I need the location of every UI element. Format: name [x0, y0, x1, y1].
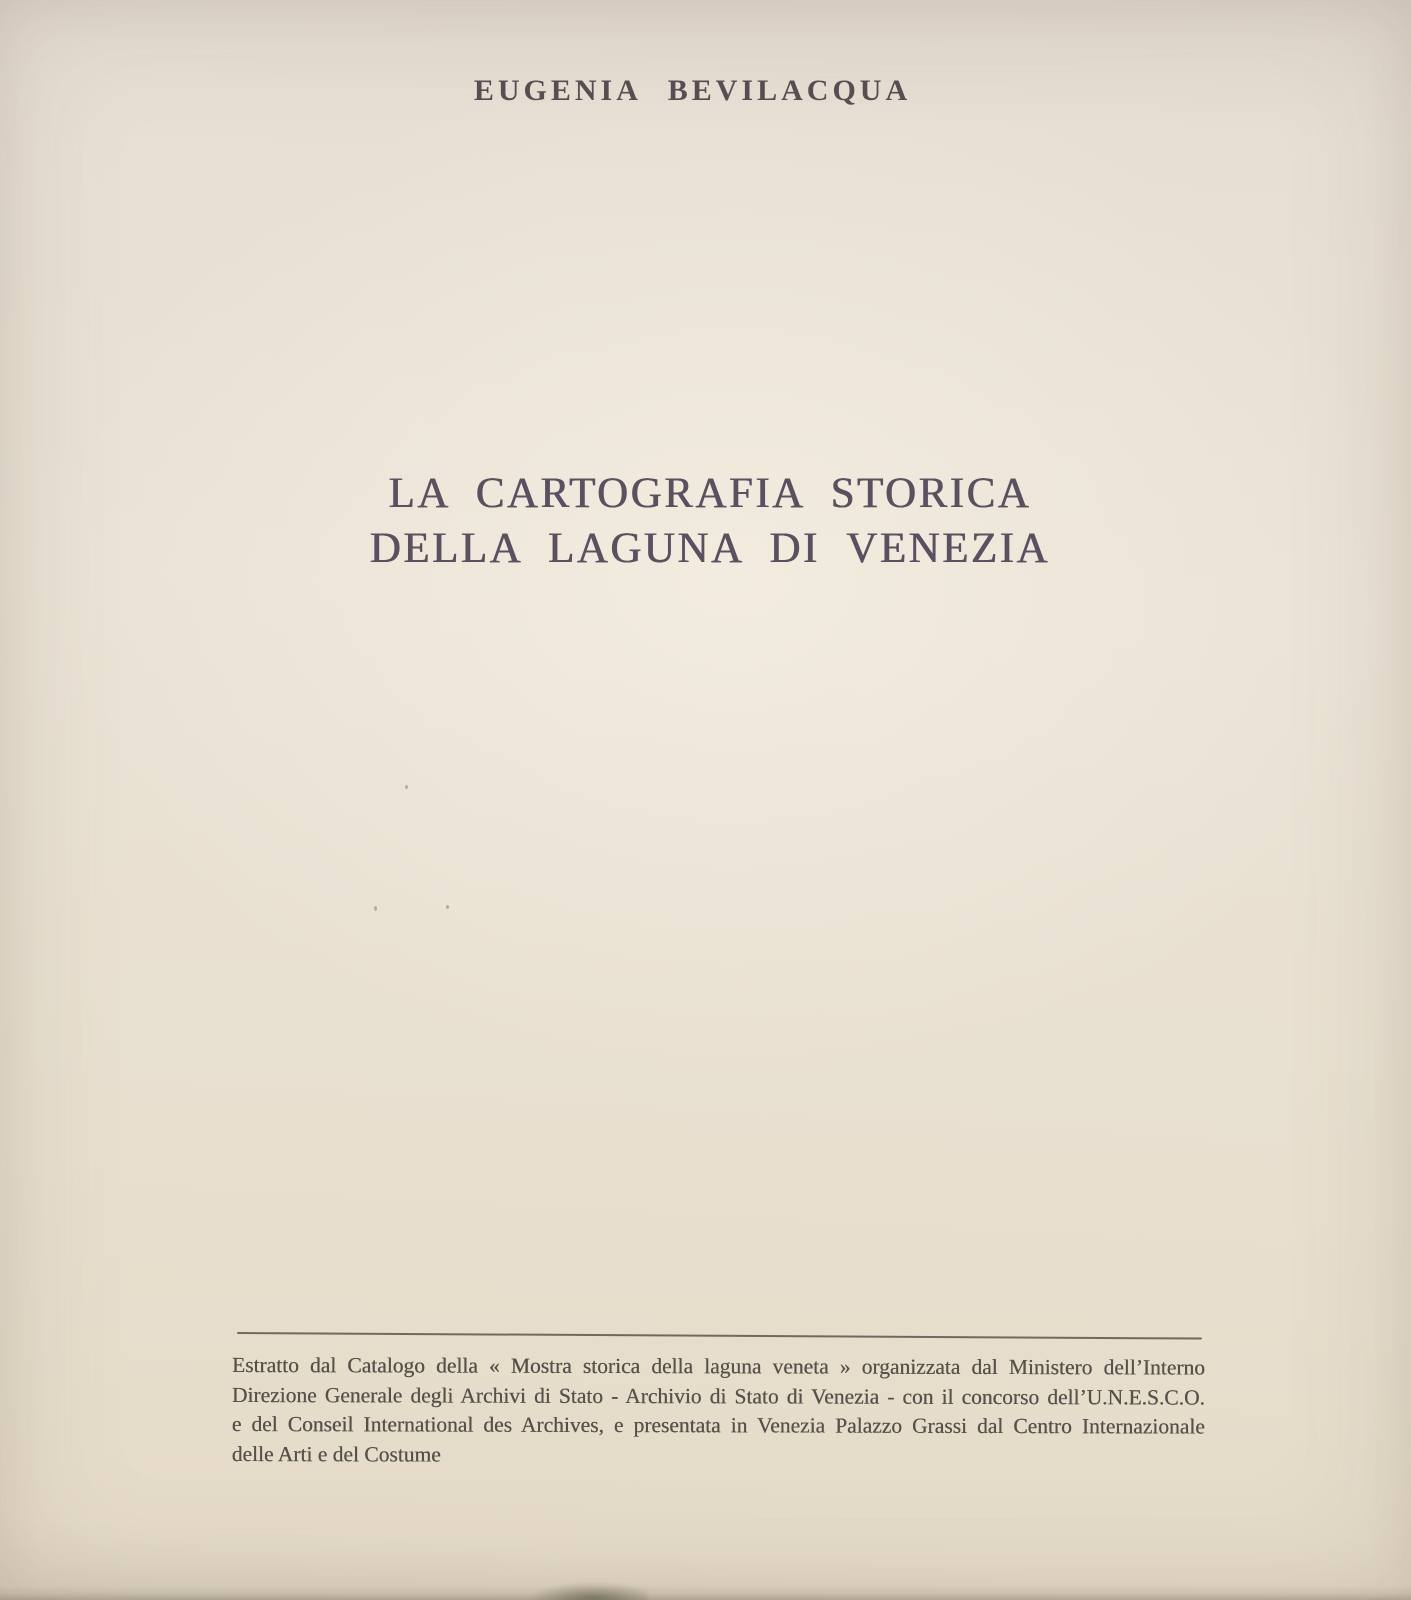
scan-smudge: [528, 1582, 648, 1600]
paper-speck: [405, 785, 408, 789]
title-line-2: DELLA LAGUNA DI VENEZIA: [369, 525, 1051, 572]
title-line-1: LA CARTOGRAFIA STORICA: [388, 470, 1032, 517]
imprint-line-4: delle Arti e del Costume: [231, 1441, 441, 1467]
imprint-divider-rule: [237, 1332, 1202, 1340]
paper-speck: [374, 906, 377, 911]
author-name: EUGENIA BEVILACQUA: [473, 74, 912, 107]
paper-speck: [446, 905, 449, 909]
imprint-line-1: Estratto dal Catalogo della « Mostra storica della laguna veneta » organizzata dal Ministero dell’Interno: [231, 1353, 1205, 1380]
imprint-line-2: Direzione Generale degli Archivi di Stato - Archivio di Stato di Venezia - con il concorso dell’U.N.E.S.C.O.: [231, 1382, 1205, 1410]
page-bottom-edge-shadow: [0, 1586, 1411, 1600]
book-title: [0, 466, 1411, 576]
imprint-line-3: e del Conseil International des Archives, e presentata in Venezia Palazzo Grassi dal Centro Internazionale: [231, 1411, 1205, 1439]
imprint-paragraph: [232, 1351, 1205, 1472]
